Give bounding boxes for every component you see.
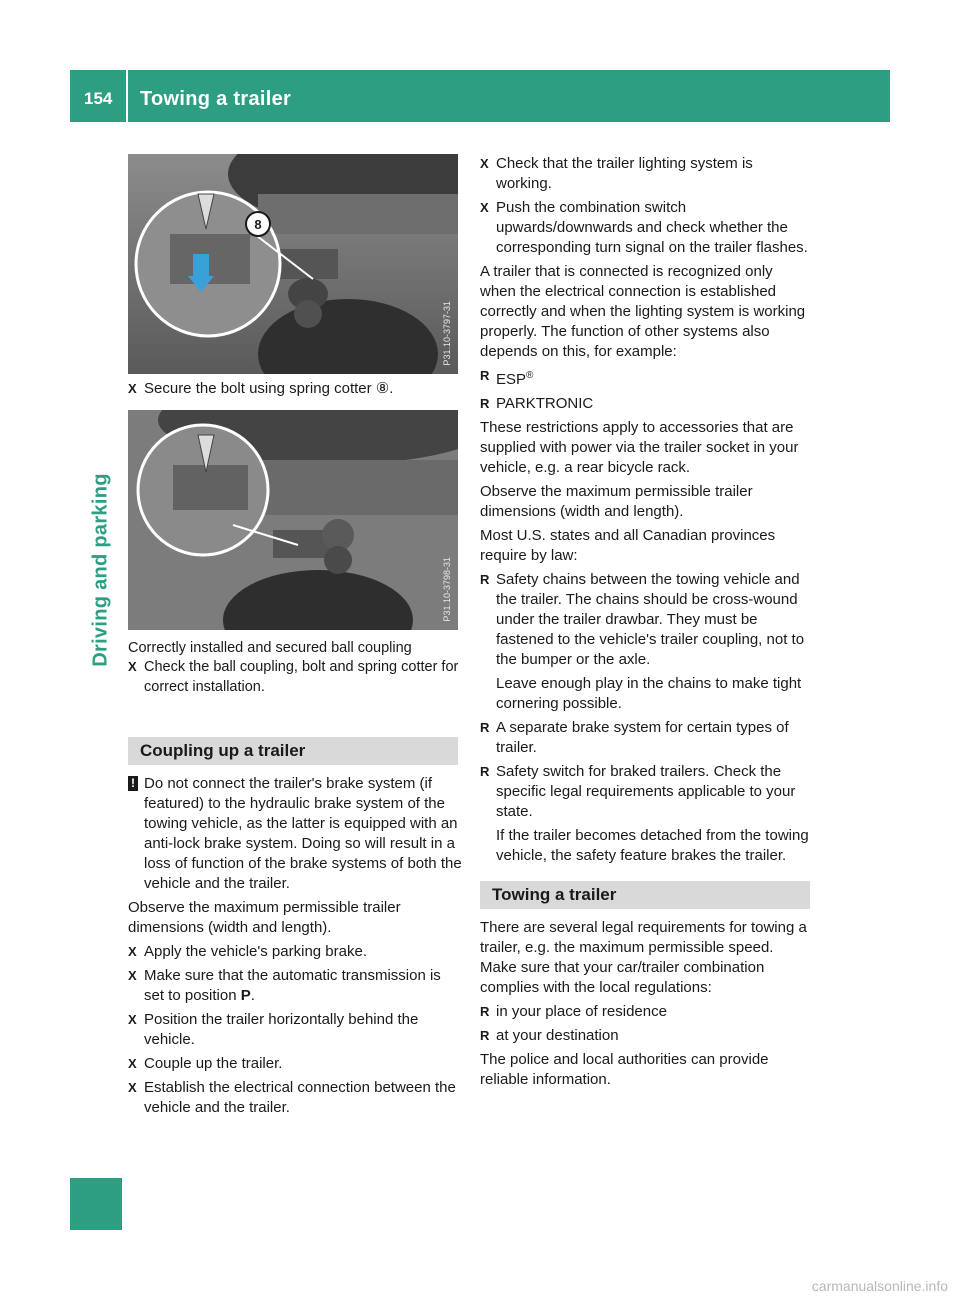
- recognized-text: A trailer that is connected is recognized only when the electrical connection is established correctly and when the lighting system is working properly. The function of other systems also depends on this, for example:: [480, 263, 806, 360]
- bullet-text: ESP: [496, 371, 527, 388]
- figure-spring-cotter-illustration: [128, 154, 458, 374]
- figure-code: P31.10-3798-31: [442, 557, 452, 622]
- side-tab-label: [86, 440, 116, 700]
- step-marker: X: [128, 1080, 137, 1095]
- step-item: [128, 966, 462, 1006]
- step-text: Make sure that the automatic transmission is set to position: [144, 967, 441, 1004]
- law-intro-text: Most U.S. states and all Canadian provinces require by law:: [480, 527, 776, 564]
- restrictions-text: These restrictions apply to accessories that are supplied with power via the trailer socket in your vehicle, e.g. a rear bicycle rack.: [480, 419, 799, 476]
- legal-text: There are several legal requirements for towing a trailer, e.g. the maximum permissible speed. Make sure that your car/trailer combination complies with the local regulations:: [480, 919, 807, 996]
- bullet-item: [480, 570, 812, 670]
- header-divider: [126, 70, 128, 122]
- police-text: The police and local authorities can provide reliable information.: [480, 1051, 769, 1088]
- right-column-towing: [480, 918, 812, 1094]
- bullet-marker: R: [480, 368, 490, 383]
- step-marker: X: [128, 381, 137, 396]
- step-text: Establish the electrical connection between the vehicle and the trailer.: [144, 1079, 456, 1116]
- figure-callout-8: 8: [254, 217, 262, 232]
- bullet-item: [480, 718, 812, 758]
- callout-reference: ⑧: [375, 380, 390, 397]
- step-text: Apply the vehicle's parking brake.: [144, 943, 367, 960]
- step-text: Check the ball coupling, bolt and spring cotter for correct installation.: [144, 659, 459, 695]
- left-column-body: [128, 774, 462, 1122]
- step-punct: .: [250, 987, 255, 1004]
- figure-ball-coupling-illustration: [128, 410, 458, 630]
- section-heading-towing: Towing a trailer: [480, 881, 810, 909]
- detached-note: If the trailer becomes detached from the towing vehicle, the safety feature brakes the trailer.: [496, 827, 809, 864]
- step-text: Push the combination switch upwards/downwards and check whether the corresponding turn signal on the trailer flashes.: [496, 199, 808, 256]
- step-item: [480, 154, 812, 194]
- bullet-item: [480, 1026, 812, 1046]
- step-item: [128, 1054, 462, 1074]
- bullet-text: A separate brake system for certain types of trailer.: [496, 719, 789, 756]
- section-heading-coupling: Coupling up a trailer: [128, 737, 458, 765]
- registered-mark: ®: [526, 370, 534, 381]
- warning-note: [128, 774, 462, 894]
- step-item: [128, 1078, 462, 1118]
- step-item: [128, 657, 462, 697]
- bullet-item: [480, 762, 812, 822]
- step-item: [128, 942, 462, 962]
- step-marker: X: [128, 944, 137, 959]
- bullet-marker: R: [480, 1028, 490, 1043]
- bullet-item: [480, 1002, 812, 1022]
- figure-secured-ball-coupling: [128, 410, 458, 630]
- warning-text: Do not connect the trailer's brake system (if featured) to the hydraulic brake system of the towing vehicle, as the latter is equipped with an anti-lock brake system. Doing so will result in a loss of function of the brake systems of both the vehicle and the trailer.: [144, 775, 462, 892]
- left-step-secure: [128, 379, 462, 403]
- bullet-text: in your place of residence: [496, 1003, 667, 1020]
- bullet-marker: R: [480, 1004, 490, 1019]
- bullet-item: [480, 366, 812, 390]
- step-punct: .: [389, 380, 394, 397]
- warning-icon: !: [128, 776, 138, 791]
- step-text: Secure the bolt using spring cotter: [144, 380, 376, 397]
- page-number: 154: [84, 89, 113, 108]
- step-marker: X: [128, 659, 137, 674]
- bullet-text: PARKTRONIC: [496, 395, 594, 412]
- bullet-marker: R: [480, 720, 490, 735]
- step-marker: X: [128, 1012, 137, 1027]
- side-tab-text: Driving and parking: [89, 473, 112, 667]
- step-item: [128, 379, 462, 399]
- observe-text: Observe the maximum permissible trailer dimensions (width and length).: [128, 899, 401, 936]
- step-item: [128, 1010, 462, 1050]
- gear-position: P: [240, 987, 251, 1004]
- bullet-marker: R: [480, 396, 490, 411]
- bullet-item: [480, 394, 812, 414]
- figure-caption-block: [128, 639, 462, 701]
- step-marker: X: [128, 968, 137, 983]
- bullet-text: Safety switch for braked trailers. Check the specific legal requirements applicable to your state.: [496, 763, 796, 820]
- side-tab-marker: [70, 1178, 122, 1230]
- step-item: [480, 198, 812, 258]
- figure-spring-cotter: [128, 154, 458, 374]
- figure-code: P31.10-3797-31: [442, 301, 452, 366]
- watermark: carmanualsonline.info: [811, 1278, 948, 1294]
- step-marker: X: [480, 200, 489, 215]
- step-marker: X: [128, 1056, 137, 1071]
- step-text: Check that the trailer lighting system is working.: [496, 155, 753, 192]
- figure-caption: Correctly installed and secured ball coupling: [128, 640, 412, 656]
- bullet-marker: R: [480, 764, 490, 779]
- page-title: Towing a trailer: [140, 88, 292, 110]
- bullet-text: at your destination: [496, 1027, 619, 1044]
- bullet-text: Safety chains between the towing vehicle and the trailer. The chains should be cross-wound under the trailer drawbar. They must be fastened to the vehicle's trailer coupling, not to the bumper or the axle.: [496, 571, 805, 668]
- step-text: Couple up the trailer.: [144, 1055, 283, 1072]
- observe-text: Observe the maximum permissible trailer dimensions (width and length).: [480, 483, 753, 520]
- chains-note: Leave enough play in the chains to make tight cornering possible.: [496, 675, 802, 712]
- step-text: Position the trailer horizontally behind the vehicle.: [144, 1011, 419, 1048]
- right-column-body: [480, 154, 812, 870]
- bullet-marker: R: [480, 572, 490, 587]
- step-marker: X: [480, 156, 489, 171]
